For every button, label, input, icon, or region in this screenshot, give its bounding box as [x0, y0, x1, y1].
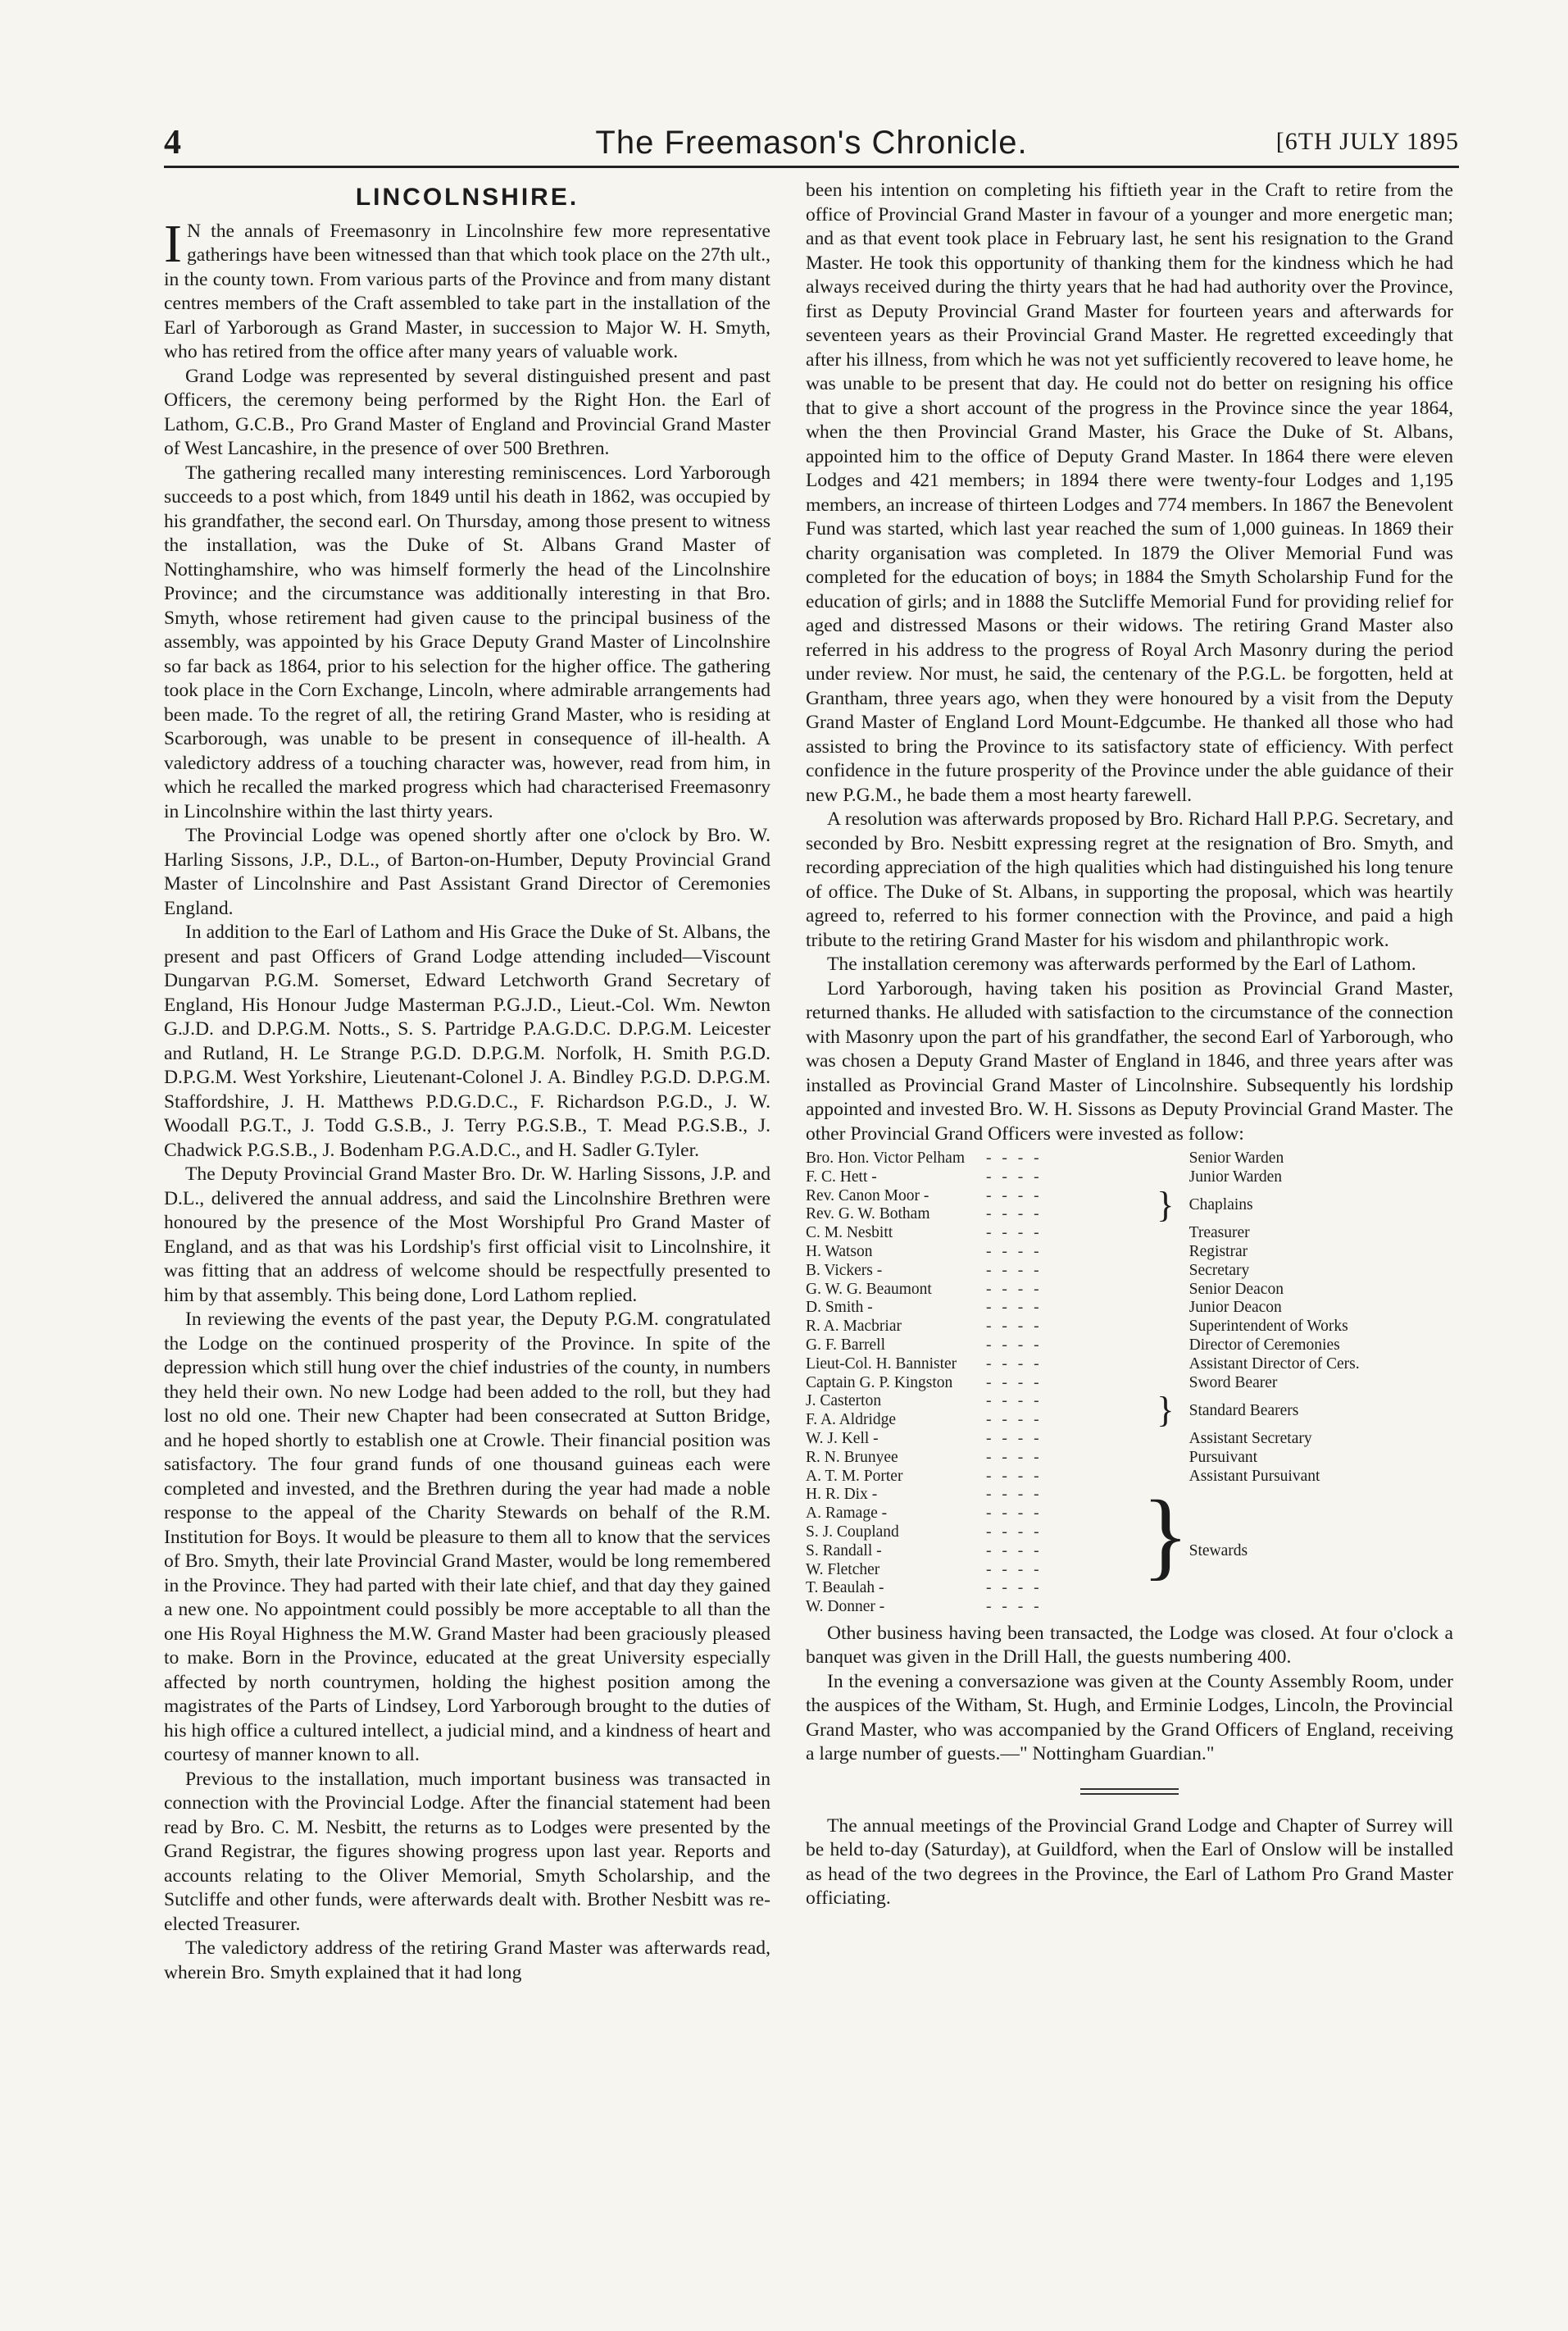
- leader-dots: - - - -: [986, 1505, 1043, 1523]
- officer-row: [806, 1392, 1453, 1411]
- article-paragraph: In reviewing the events of the past year, the Deputy P.G.M. congratulated the Lodge on the continued prosperity of the Province. In spite of the depression which still hung over the chief industries of the county, in numbers they held their own. No new Lodge had been added to the roll, but they had lost no old one. Their new Chapter had been consecrated at Sutton Bridge, and he hoped shortly to establish one at Crowle. Their financial position was satisfactory. The four grand funds of one thousand guineas each were completed and invested, and the Brethren during the year had made a noble response to the appeal of the Charity Stewards on behalf of the R.M. Institution for Boys. It would be pleasure to them all to know that the services of Bro. Smyth, their late Provincial Grand Master, would be long remembered in the Province. They had parted with their late chief, and that day they gained a new one. No appointment could possibly be more acceptable to all than the one His Royal Highness the M.W. Grand Master had been graciously pleased to make. Born in the Province, educated at the great University especially affected by north countrymen, holding the highest position among the magistrates of the Parts of Lindsey, Lord Yarborough brought to the duties of his high office a cultured intellect, a judicial mind, and a kindness of heart and courtesy of manner known to all.: [164, 1309, 770, 1765]
- drop-cap: I: [164, 213, 182, 274]
- brace-spacer: [1142, 1336, 1189, 1355]
- leader-dots: - - - -: [986, 1523, 1043, 1541]
- leader-dots: - - - -: [986, 1373, 1043, 1391]
- officer-row: [806, 1262, 1453, 1281]
- newspaper-title: The Freemason's Chronicle.: [595, 125, 1028, 161]
- article-paragraph: Grand Lodge was represented by several distinguished present and past Officers, the ceremony being performed by the Right Hon. the Earl of Lathom, G.C.B., Pro Grand Master of England and Provincial Grand Master of West Lancashire, in the presence of over 500 Brethren.: [164, 365, 770, 459]
- officer-name: G. F. Barrell: [806, 1336, 886, 1354]
- article-paragraph: The installation ceremony was afterwards performed by the Earl of Lathom.: [827, 954, 1416, 975]
- officer-name: B. Vickers -: [806, 1261, 883, 1279]
- officer-name: Rev. G. W. Botham: [806, 1205, 930, 1223]
- leader-dots: - - - -: [986, 1354, 1043, 1373]
- leader-dots: - - - -: [986, 1224, 1043, 1242]
- leader-dots: - - - -: [986, 1486, 1043, 1504]
- brace-spacer: [1142, 1318, 1189, 1336]
- officer-row: [806, 1243, 1453, 1262]
- paragraph-text: N the annals of Freemasonry in Lincolnshire few more representative gatherings have been witnessed than that which took place on the 27th ult., in the county town. From various parts of the Province and from many distant centres members of the Craft assembled to take part in the installation of the Earl of Yarborough as Grand Master, in succession to Major W. H. Smyth, who has retired from the office after many years of valuable work.: [164, 220, 770, 362]
- brace-spacer: [1142, 1281, 1189, 1300]
- leader-dots: - - - -: [986, 1541, 1043, 1559]
- article-paragraph: been his intention on completing his fiftieth year in the Craft to retire from the office of Provincial Grand Master in favour of a younger and more energetic man; and as that event took place in February last, he sent his resignation to the Grand Master. He took this opportunity of thanking them for the kindness which he had always received during the thirty years that he had had authority over the Province, first as Deputy Provincial Grand Master for fourteen years and afterwards for seventeen years as their Provincial Grand Master. He regretted exceedingly that after his illness, from which he was not yet sufficiently recovered to leave home, he was unable to be present that day. He could not do better on resigning his office that to give a short account of the progress in the Province since the year 1864, when the then Provincial Grand Master, his Grace the Duke of St. Albans, appointed him to the office of Deputy Grand Master. In 1864 there were eleven Lodges and 421 members; in 1894 there were twenty-four Lodges and 1,195 members, an increase of thirteen Lodges and 774 members. In 1867 the Benevolent Fund was started, which last year reached the sum of 1,000 guineas. In 1869 their charity organisation was completed. In 1879 the Oliver Memorial Fund was completed for the education of boys; in 1884 the Smyth Scholarship Fund for the education of girls; and in 1888 the Sutcliffe Memorial Fund for providing relief for aged and distressed Masons or their widows. The retiring Grand Master also referred in his address to the progress of Royal Arch Masonry during the period under review. Nor must, he said, the centenary of the P.G.L. be forgotten, held at Grantham, three years ago, when they were honoured by a visit from the Deputy Grand Master of England Lord Mount-Edgcumbe. He thanked all those who had assisted to bring the Province to its satisfactory state of efficiency. With perfect confidence in the future prosperity of the Province under the able guidance of their new P.G.M., he bade them a most hearty farewell.: [806, 180, 1453, 806]
- leader-dots: - - - -: [986, 1560, 1043, 1578]
- officer-role: Sword Bearer: [1188, 1373, 1278, 1391]
- leader-dots: - - - -: [986, 1448, 1043, 1466]
- officer-name: H. Watson: [806, 1242, 873, 1260]
- article-paragraph: In addition to the Earl of Lathom and His Grace the Duke of St. Albans, the present and past Officers of Grand Lodge attending included—Viscount Dungarvan P.G.M. Somerset, Edward Letchworth Grand Secretary of England, His Honour Judge Masterman P.G.J.D., Lieut.-Col. Wm. Newton G.J.D. and D.P.G.M. Notts., S. S. Partridge P.A.G.D.C. D.P.G.M. Leicester and Rutland, H. Le Strange P.G.D. D.P.G.M. Norfolk, H. Smith P.G.D. D.P.G.M. West Yorkshire, Lieutenant-Colonel J. A. Bindley P.G.D. D.P.G.M. Staffordshire, J. H. Matthews P.D.G.D.C., F. Richardson P.G.D., J. W. Woodall P.G.T., J. Todd G.S.B., J. Terry P.G.S.B., T. Mead P.G.S.B., J. Chadwick P.G.S.B., J. Bodenham P.G.A.D.C., and H. Sadler G.Tyler.: [164, 922, 770, 1161]
- officer-role: Stewards: [1188, 1541, 1248, 1559]
- officer-role: Senior Deacon: [1188, 1280, 1284, 1298]
- leader-dots: - - - -: [986, 1261, 1043, 1279]
- leader-dots: - - - -: [986, 1598, 1043, 1616]
- officer-row: [806, 1430, 1453, 1449]
- article-paragraph: The Deputy Provincial Grand Master Bro. Dr. W. Harling Sissons, J.P. and D.L., delivered the annual address, and said the Lincolnshire Brethren were honoured by the presence of the Most Worshipful Pro Grand Master of England, and as that was his Lordship's first official visit to Lincolnshire, it was fitting that an address of welcome should be respectfully presented to him by that assembly. This being done, Lord Lathom replied.: [164, 1163, 770, 1306]
- officer-name: R. A. Macbriar: [806, 1318, 902, 1336]
- article-paragraph: Other business having been transacted, the Lodge was closed. At four o'clock a banquet was given in the Drill Hall, the guests numbering 400.: [806, 1622, 1453, 1669]
- leader-dots: - - - -: [986, 1467, 1043, 1485]
- leader-dots: - - - -: [986, 1242, 1043, 1260]
- officer-role: Pursuivant: [1188, 1448, 1258, 1466]
- page-number: 4: [164, 124, 181, 162]
- officer-row: [806, 1336, 1453, 1355]
- brace-spacer: [1142, 1150, 1189, 1168]
- leader-dots: - - - -: [986, 1186, 1043, 1204]
- officer-role: Chaplains: [1188, 1195, 1253, 1213]
- article-paragraph: In the evening a conversazione was given at the County Assembly Room, under the auspices of the Witham, St. Hugh, and Erminie Lodges, Lincoln, the Provincial Grand Master, who was accompanied by the Grand Officers of England, receiving a large number of guests.—" Nottingham Guardian.": [806, 1670, 1453, 1765]
- officer-name: A. T. M. Porter: [806, 1467, 903, 1485]
- officer-name: F. A. Aldridge: [806, 1411, 897, 1429]
- officer-role: Standard Bearers: [1188, 1401, 1299, 1419]
- brace-spacer: [1142, 1224, 1189, 1243]
- brace-spacer: [1142, 1449, 1189, 1468]
- leader-dots: - - - -: [986, 1392, 1043, 1410]
- officer-name: Captain G. P. Kingston: [806, 1373, 953, 1391]
- leader-dots: - - - -: [986, 1280, 1043, 1298]
- officer-role: Superintendent of Works: [1188, 1318, 1348, 1336]
- leader-dots: - - - -: [986, 1299, 1043, 1317]
- officer-name: G. W. G. Beaumont: [806, 1280, 932, 1298]
- officer-row: [806, 1374, 1453, 1393]
- brace-spacer: [1142, 1262, 1189, 1281]
- officer-row: [806, 1281, 1453, 1300]
- officer-row: [806, 1449, 1453, 1468]
- officer-role: Secretary: [1188, 1261, 1250, 1279]
- officer-row: [806, 1486, 1453, 1505]
- brace-spacer: [1142, 1430, 1189, 1449]
- officer-row: [806, 1355, 1453, 1374]
- officer-role: Junior Deacon: [1188, 1299, 1282, 1317]
- leader-dots: - - - -: [986, 1318, 1043, 1336]
- article-paragraph: The gathering recalled many interesting reminiscences. Lord Yarborough succeeds to a post which, from 1849 until his death in 1862, was occupied by his grandfather, the second earl. On Thursday, among those present to witness the installation, was the Duke of St. Albans Grand Master of Nottinghamshire, who was himself formerly the head of the Lincolnshire Province; and the circumstance was additionally interesting in that Bro. Smyth, whose retirement had given cause to the principal business of the assembly, was appointed by his Grace Deputy Grand Master of Lincolnshire so far back as 1864, prior to his selection for the higher office. The gathering took place in the Corn Exchange, Lincoln, where admirable arrangements had been made. To the regret of all, the retiring Grand Master, who is residing at Scarborough, was unable to be present in consequence of ill-health. A valedictory address of a touching character was, however, read from him, in which he recalled the marked progress which had characterised Freemasonry in Lincolnshire within the last thirty years.: [164, 462, 770, 822]
- officer-row: [806, 1187, 1453, 1206]
- article-paragraph: [164, 213, 770, 365]
- article-paragraph: A resolution was afterwards proposed by Bro. Richard Hall P.P.G. Secretary, and seconded by Bro. Nesbitt expressing regret at the resignation of Bro. Smyth, and recording appreciation of the high qualities which had distinguished his long tenure of office. The Duke of St. Albans, in supporting the proposal, which was heartily agreed to, referred to his former connection with the Province, and paid a high tribute to the retiring Grand Master for his wisdom and philanthropic work.: [806, 808, 1453, 951]
- officer-name: A. Ramage -: [806, 1505, 888, 1523]
- officer-row: [806, 1318, 1453, 1336]
- officer-name: W. Fletcher: [806, 1560, 880, 1578]
- officer-name: F. C. Hett -: [806, 1168, 877, 1186]
- leader-dots: - - - -: [986, 1205, 1043, 1223]
- surrey-notice: The annual meetings of the Provincial Grand Lodge and Chapter of Surrey will be held to-day (Saturday), at Guildford, when the Earl of Onslow will be installed as head of the two degrees in the Province, the Earl of Lathom Pro Grand Master officiating.: [806, 1814, 1453, 1910]
- officer-name: Lieut-Col. H. Bannister: [806, 1354, 957, 1373]
- officer-role: Senior Warden: [1188, 1150, 1284, 1167]
- officer-row: [806, 1468, 1453, 1486]
- article-paragraph: The valedictory address of the retiring Grand Master was afterwards read, wherein Bro. Smyth explained that it had long: [164, 1937, 770, 1983]
- officer-role: Treasurer: [1188, 1224, 1250, 1242]
- leader-dots: - - - -: [986, 1411, 1043, 1429]
- officers-list: [806, 1150, 1453, 1617]
- officer-row: [806, 1150, 1453, 1168]
- article-headline: LINCOLNSHIRE.: [355, 184, 579, 211]
- officer-name: W. Donner -: [806, 1598, 885, 1616]
- leader-dots: - - - -: [986, 1579, 1043, 1597]
- left-column: [164, 179, 770, 1985]
- header-rule: [164, 166, 1459, 168]
- officer-name: T. Beaulah -: [806, 1579, 884, 1597]
- officer-role: Assistant Director of Cers.: [1188, 1354, 1360, 1373]
- officer-role: Registrar: [1188, 1242, 1248, 1260]
- right-column: [806, 179, 1453, 1911]
- section-separator: [1080, 1788, 1179, 1795]
- article-paragraph: Lord Yarborough, having taken his position as Provincial Grand Master, returned thanks. He alluded with satisfaction to the circumstance of the connection with Masonry upon the part of his grandfather, the second Earl of Yarborough, who was chosen a Deputy Grand Master of England in 1846, and three years after was installed as Provincial Grand Master of Lincolnshire. Subsequently his lordship appointed and invested Bro. W. H. Sissons as Deputy Provincial Grand Master. The other Provincial Grand Officers were invested as follow:: [806, 977, 1453, 1145]
- brace-spacer: [1142, 1243, 1189, 1262]
- officer-name: S. J. Coupland: [806, 1523, 899, 1541]
- page-header: [164, 123, 1459, 164]
- officer-name: R. N. Brunyee: [806, 1448, 898, 1466]
- brace-spacer: [1142, 1299, 1189, 1318]
- article-paragraph: The Provincial Lodge was opened shortly after one o'clock by Bro. W. Harling Sissons, J.P., D.L., of Barton-on-Humber, Deputy Provincial Grand Master of Lincolnshire and Past Assistant Grand Director of Ceremonies England.: [164, 825, 770, 919]
- leader-dots: - - - -: [986, 1429, 1043, 1447]
- officer-role: Junior Warden: [1188, 1168, 1283, 1186]
- group-brace: }: [1142, 1480, 1189, 1590]
- officer-row: [806, 1224, 1453, 1243]
- officer-role: Assistant Secretary: [1188, 1429, 1312, 1447]
- officer-name: W. J. Kell -: [806, 1429, 879, 1447]
- leader-dots: - - - -: [986, 1168, 1043, 1186]
- officer-role: Assistant Pursuivant: [1188, 1467, 1320, 1485]
- officer-name: C. M. Nesbitt: [806, 1224, 893, 1242]
- group-brace: }: [1157, 1390, 1175, 1431]
- article-paragraph: Previous to the installation, much important business was transacted in connection with the Provincial Lodge. After the financial statement had been read by Bro. C. M. Nesbitt, the returns as to Lodges were presented by the Grand Registrar, the figures showing progress upon last year. Reports and accounts relating to the Oliver Memorial, Smyth Scholarship, and the Sutcliffe and other funds, were afterwards dealt with. Brother Nesbitt was re-elected Treasurer.: [164, 1768, 770, 1935]
- officer-name: S. Randall -: [806, 1541, 882, 1559]
- issue-date: [6TH JULY 1895: [1275, 128, 1459, 155]
- officer-name: Bro. Hon. Victor Pelham: [806, 1150, 965, 1167]
- leader-dots: - - - -: [986, 1336, 1043, 1354]
- officer-row: [806, 1168, 1453, 1187]
- officer-name: Rev. Canon Moor -: [806, 1186, 929, 1204]
- officer-name: H. R. Dix -: [806, 1486, 878, 1504]
- officer-name: D. Smith -: [806, 1299, 873, 1317]
- officer-role: Director of Ceremonies: [1188, 1336, 1340, 1354]
- officer-name: J. Casterton: [806, 1392, 882, 1410]
- group-brace: }: [1157, 1184, 1175, 1225]
- officer-row: [806, 1299, 1453, 1318]
- brace-spacer: [1142, 1355, 1189, 1374]
- leader-dots: - - - -: [986, 1150, 1043, 1167]
